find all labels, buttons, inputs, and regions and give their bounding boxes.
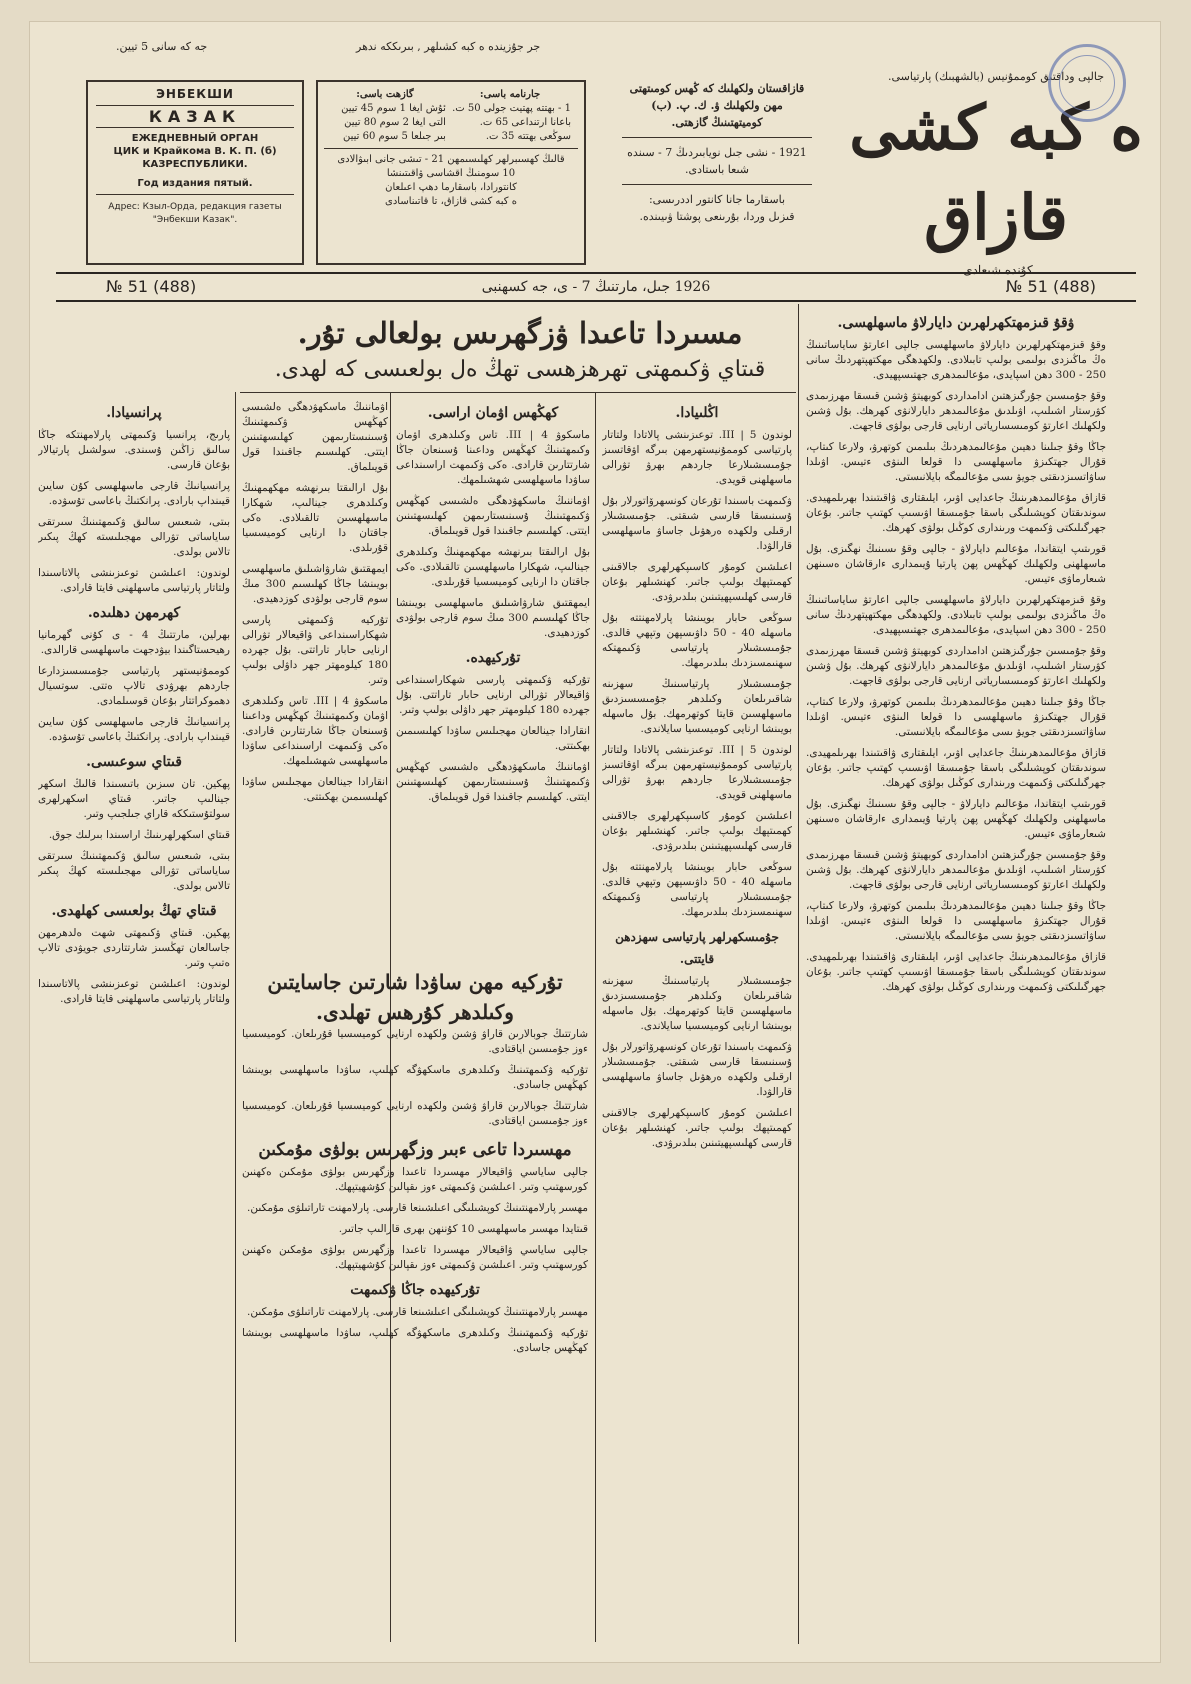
article-paragraph: اۋماننىڭ ماسكهۋدهگى ەلشىسى كهڭهس ۋكىمهتىنىڭ ۇسىنىستارىمهن كهلىسهتىنىن ايتتى. كهلىسىم جاقىندا قول قويىلماق. [396,761,590,803]
article-paragraph: تۇركيه ۋكىمهتى پارسى شهكاراسىنداعى ۋاقيعالار تۋرالى ارنايى حابار تاراتتى. بۇل جهرده 180 كيلومهتر جهر داۋلى بولىپ وتىر. [396,674,590,716]
article-paragraph: مهسىر پارلامهنتىنىڭ كوپشىلىگى اعىلشىنعا قارسى. پارلامهنت تاراتىلۋى مۇمكىن. [247,1306,588,1318]
article-paragraph: لوندون: اعىلشىن توعىزىنشى پالاتاسىندا ولتاتار پارتياسى ماسهلهنى قايتا قارادى. [38,978,230,1005]
footer-line: 10 سومنىڭ اقشاسى ۋاقىتىنشا [386,168,516,179]
price-line: باعانا ارتنداعی 65 ت. [479,117,571,128]
issue-number-left: № 51 (488) [106,277,197,296]
address-line: Адрес: Кзыл-Орда, редакция газеты "Энбекши Казак". [108,202,282,225]
article-paragraph: كوممۇنيستهر پارتياسى جۇمىسسىزدارعا جاردهم بهرۋدى تالاپ ەتتى. سوتسيال دهموكراتتار بۇعان قوسىلمادى. [38,665,230,707]
main-headline: مسىردا تاعىدا ۋزگهرىس بولعالى تۇر. [297,316,743,350]
column-education [806,310,1106,1640]
article-paragraph: اۋماننىڭ ماسكهۋدهگى ەلشىسى كهڭهس ۋكىمهتىنىڭ ۇسىنىستارىمهن كهلىسهتىنىن ايتتى. كهلىسىم جاقىندا قول قويىلماق. [396,495,590,537]
newspaper-title: ه كبه كشى قازاق [849,91,1143,254]
address-line: قىزىل وردا، بۇرىنعى پوشتا ۋىيىنده. [639,210,795,223]
subscription-box [316,80,586,265]
article-paragraph: بۇل ارالىقتا بىرنهشه مهكهمهنىڭ وكىلدهرى جينالىپ، شهكارا ماسهلهسىن تالقىلادى. ەكى جاقتان دا ارنايى كوميسسيا قۇرىلدى. [242,482,388,554]
article-paragraph: قىتايدا مهسىر ماسهلهسى 10 كۇننهن بهرى قارالىپ جاتىر. [338,1223,588,1235]
headline-rule [240,392,796,393]
article-paragraph: انقارادا جينالعان مهجىلىس ساۋدا كهلىسىمىن بهكىتتى. [242,776,388,803]
article-paragraph: تۇركيه ۋكىمهتىنىڭ وكىلدهرى ماسكهۋگه كهلىپ، ساۋدا ماسهلهسى بويىنشا كهڭهس جاسادى. [242,1327,588,1354]
article-paragraph: جاڭا وقۇ جىلىنا دهيىن مۇعالىمدهردىڭ بىلىمىن كوتهرۋ، ولارعا كىتاپ، قۇرال جهتكىزۋ ماسهلهسى دا قولعا الىنۋى ءتيىس. اۋىلدا ساۋاتسىزدىقتى جويۋ ىسى مۇعالىمگه بايلانىستى. [806,900,1106,942]
article-paragraph: پارىج، پرانسيا ۋكىمهتى پارلامهنتكه جاڭا سالىق زاڭىن ۇسىندى. سولشىل پارتيالار بۇعان قارسى. [38,429,230,471]
column-turkey-egypt [242,967,588,1640]
library-stamp-icon [1048,44,1126,122]
subscription-prices [324,88,446,144]
article-paragraph: مهسىر پارلامهنتىنىڭ كوپشىلىگى اعىلشىنعا قارسى. پارلامهنت تاراتىلۋى مۇمكىن. [247,1202,588,1214]
column-rule [595,392,596,1642]
article-title: تۇركيه مهن ساۋدا شارتىن جاسايتىن وكىلدهر كۇرهس تهلدى. [267,970,563,1024]
article-paragraph: اعىلشىن كومۇر كاسىپكهرلهرى جالاقىنى كهمىتپهك بولىپ جاتىر. كهنشىلهر بۇعان قارسى كهلىسپهيتىنىن بىلدىرۋدى. [602,561,792,603]
sub-headline: قىتاي ۋكىمهتی تهرهزهسی تهڭ ەل بولعىسى كه لهدى. [274,357,766,382]
publisher-line: قازاقستان ولكهلىك كه ڭهس كومىتهتى [629,82,805,95]
publisher-line: مهن ولكهلىك ۋ. ك. پ. (ب) [651,99,783,112]
price-line: ئۇش ايغا 1 سوم 45 تیین [341,103,446,114]
masthead [56,40,1143,277]
article-paragraph: وقۇ جۇمىسىن جۇرگىزهتىن ادامداردى كوبهيتۋ ۋشىن قىسقا مهرزىمدى كۋرستار اشىلىپ، اۋىلدىق مۇعالىمدهر دايارلانۋى كهرهك. بۇل ۋشىن ولكهلىك اعارتۋ كومىسسارياتى ارنايى قارجى بولۋى قاجهت. [806,849,1106,891]
issue-number-row [56,272,1136,302]
section-title: كهرمهن دهلىده. [87,605,181,621]
price-line: سوڭعی بهتته 35 ت. [485,131,571,142]
article-paragraph: سوڭعى حابار بويىنشا پارلامهنتته بۇل ماسهله 40 - 50 داۋىسپهن وتپهي قالدى. جۇمىسشىلار پارتياسى ۋكىمهتكه سهنىمسىزدىك بىلدىرمهك. [602,861,792,918]
article-paragraph: وقۇ جۇمىسىن جۇرگىزهتىن ادامداردى كوبهيتۋ ۋشىن قىسقا مهرزىمدى كۋرستار اشىلىپ، اۋىلدىق مۇعالىمدهر دايارلانۋى كهرهك. بۇل ۋشىن ولكهلىك اعارتۋ كومىسسارياتى ارنايى قارجى بولۋى قاجهت. [806,645,1106,687]
article-paragraph: بىتى، شىعىس سالىق ۋكىمهتىنىڭ سىرتقى ساياساتى تۋرالى مهجىلىسته كهڭ پىكىر تالاس بولدى. [38,850,230,892]
party-line: جالپی وداقتىق كوممۇنيس (بالشهبىك) پارتياسى. [887,70,1105,83]
publisher-line: كوميتهتىنىڭ گازهتى. [671,116,763,129]
article-paragraph: ايمهقتىق شارۋاشىلىق ماسهلهسى بويىنشا جاڭا كهلىسىم 300 مىڭ سوم قارجى بولۋدى كوزدهيدى. [396,597,590,639]
issue-number-right: № 51 (488) [1005,277,1096,296]
article-paragraph: اعىلشىن كومۇر كاسىپكهرلهرى جالاقىنى كهمىتپهك بولىپ جاتىر. كهنشىلهر بۇعان قارسى كهلىسپهيتىنىن بىلدىرۋدى. [602,1107,792,1149]
article-title: پرانسيادا. [106,405,162,421]
section-title: قىتاي تهڭ بولعىسى كهلهدى. [51,903,217,919]
subscription-title: گازهت باسی: [356,89,414,100]
ad-prices [449,88,571,144]
article-paragraph: تۇركيه ۋكىمهتى پارسى شهكاراسىنداعى ۋاقيعالار تۋرالى ارنايى حابار تاراتتى. بۇل جهرده 180 كيلومهتر جهر داۋلى بولىپ وتىر. [242,614,388,686]
article-paragraph: وقۇ قىزمهتكهرلهرىن دايارلاۋ ماسهلهسى جالپى اعارتۋ ساياساتىنىڭ ەڭ ماڭىزدى بولىمى بولىپ تابىلادى. ولكهدهگى مهكتهپتهردىڭ سانى 250 - 300 دهن اسپايدى، مۇعالىمدهرى جهتىسپهيدى. [806,339,1106,381]
founded-line: 1921 - نشی جىل نويابىردىڭ 7 - سىنده [627,146,807,159]
price-line: التی ايغا 2 سوم 80 تیین [344,117,446,128]
column-foreign-news [38,400,230,1640]
article-title: تۇركيهده جاڭا ۋكىمهت [350,1282,480,1298]
article-paragraph: وقۇ جۇمىسىن جۇرگىزهتىن ادامداردى كوبهيتۋ ۋشىن قىسقا مهرزىمدى كۋرستار اشىلىپ، اۋىلدىق مۇعالىمدهر دايارلانۋى كهرهك. بۇل ۋشىن ولكهلىك اعارتۋ كومىسسارياتى ارنايى قارجى بولۋى قاجهت. [806,390,1106,432]
article-paragraph: پهكين. تان سىزىن باتىسىندا قالىڭ اسكهر جينالىپ جاتىر. قىتاي اسكهرلهرى سولتۇستىككه قاراي جىلجىپ وتىر. [38,778,230,820]
article-paragraph: قازاق مۇعالىمدهرىنىڭ جاعدايى اۋىر، ايلىقتارى ۋاقىتىندا بهرىلمهيدى. سوندىقتان كوپشىلىگى باسقا جۇمىسقا اۋىسىپ كهتىپ جاتىر. بۇعان جهرگىلىكتى ۋكىمهت ورىندارى كوڭىل بولۋى كهرهك. [806,951,1106,993]
divider [96,105,294,106]
article-paragraph: بهرلين، مارتتىڭ 4 - ى كۇنى گهرمانيا رهيحستاگىندا بيۋدجهت ماسهلهسى قارالدى. [38,629,230,656]
footer-line: كانتورادا، باسقارما دهپ اعىلعان [385,182,517,193]
article-paragraph: جاڭا وقۇ جىلىنا دهيىن مۇعالىمدهردىڭ بىلىمىن كوتهرۋ، ولارعا كىتاپ، قۇرال جهتكىزۋ ماسهلهسى دا قولعا الىنۋى ءتيىس. اۋىلدا ساۋاتسىزدىقتى جويۋ ىسى مۇعالىمگه بايلانىستى. [806,441,1106,483]
article-paragraph: ۋكىمهت باسىندا تۇرعان كونسهرۆاتورلار بۇل ۇسىنىسقا قارسى شىقتى. جۇمىسشىلار ارقىلى ولكهده ەرهۋىل جاساۋ ماسهلهسى قارالۋدا. [602,495,792,552]
organ-line: ЕЖЕДНЕВНЫЙ ОРГАН [131,133,259,144]
footer-line: قالىڭ كهسىبرلهر كهلىسىمهن 21 - تىشى جانى ابىۋالادى [337,154,565,165]
article-title: كهڭهس اۋمان اراسى. [427,405,559,421]
article-paragraph: اۋماننىڭ ماسكهۋدهگى ەلشىسى كهڭهس ۋكىمهتىنىڭ ۇسىنىستارىمهن كهلىسهتىنىن ايتتى. كهلىسىم جاقىندا قول قويىلماق. [242,401,388,473]
article-paragraph: جالپى ساياسي ۋاقيعالار مهسىردا تاعىدا وزگهرىس بولۋى مۇمكىن ەكهنىن كورسهتىپ وتىر. اعىلشىن ۋكىمهتى ءوز ىقپالىن كۇشهيتپهك. [242,1244,588,1271]
article-paragraph: لوندون 5 | III. توعىزىنشى پالاتادا ولتاتار پارتياسى كوممۇنيستهرمهن بىرگه اۋقاتسىز جۇمىسشىلارعا جاردهم بهرۋ تۋرالى ماسهلهنى قويدى. [602,429,792,486]
section-title: تۇركيهده. [465,650,521,666]
column-soviet-iran-cont [242,400,388,960]
article-paragraph: شارتتىڭ جوبالارىن قاراۋ ۋشىن ولكهده ارنايى كوميسسيا قۇرىلعان. كوميسسيا ءوز جۇمىسىن اياقتادى. [242,1100,588,1127]
article-paragraph: قىتاي اسكهرلهرىنىڭ اراسىندا بىرلىك جوق. [48,829,230,841]
organ-line: КАЗРЕСПУБЛИКИ. [142,159,248,170]
address-line: باسقارما جانا كانتور اددرىسى: [648,193,786,206]
section-title: قىتاي سوعىسى. [86,754,182,770]
article-paragraph: ۋكىمهت باسىندا تۇرعان كونسهرۆاتورلار بۇل ۇسىنىسقا قارسى شىقتى. جۇمىسشىلار ارقىلى ولكهده ەرهۋىل جاساۋ ماسهلهسى قارالۋدا. [602,1041,792,1098]
price-strip: جه كه سانی 5 تیین. [116,40,208,53]
article-paragraph: وقۇ قىزمهتكهرلهرىن دايارلاۋ ماسهلهسى جالپى اعارتۋ ساياساتىنىڭ ەڭ ماڭىزدى بولىمى بولىپ تابىلادى. ولكهدهگى مهكتهپتهردىڭ سانى 250 - 300 دهن اسپايدى، مۇعالىمدهرى جهتىسپهيدى. [806,594,1106,636]
article-title: ۋقۇ قىزمهتكهرلهرىن دايارلاۋ ماسهلهسى. [837,315,1075,331]
article-paragraph: جۇمىسشىلار پارتياسىنىڭ سهزىنه شاقىرىلعان وكىلدهر جۇمىسسىزدىق ماسهلهسىن قايتا كوتهرمهك. بۇل ماسهله بويىنشا ارنايى كوميسسيا سايلاندى. [602,678,792,735]
article-paragraph: لوندون: اعىلشىن توعىزىنشى پالاتاسىندا ولتاتار پارتياسى ماسهلهنى قايتا قارادى. [38,567,230,594]
article-paragraph: قورىتىپ ايتقاندا، مۇعالىم دايارلاۋ - جالپى وقۇ ىسىنىڭ نهگىزى. بۇل ماسهلهنى ولكهلىك كهڭهس پهن پارتيا ۇيىمدارى ءارقاشان ەسىنهن شىعارماۋى ءتيىس. [806,543,1106,585]
article-paragraph: تۇركيه ۋكىمهتىنىڭ وكىلدهرى ماسكهۋگه كهلىپ، ساۋدا ماسهلهسى بويىنشا كهڭهس جاسادى. [242,1064,588,1091]
article-paragraph: ماسكوۋ 4 | III. تاس وكىلدهرى اۋمان وكىمهتىنىڭ كهڭهس وداعىنا ۇسىنعان جاڭا شارتتارىن قارادى. ەكى ۋكىمهت اراسىنداعى ساۋدا ماسهلهسى شهشىلمهك. [396,429,590,486]
ad-title: جارنامه باسی: [479,89,541,100]
column-rule [235,392,236,1642]
article-paragraph: قورىتىپ ايتقاندا، مۇعالىم دايارلاۋ - جالپى وقۇ ىسىنىڭ نهگىزى. بۇل ماسهلهنى ولكهلىك كهڭهس پهن پارتيا ۇيىمدارى ءارقاشان ەسىنهن شىعارماۋى ءتيىس. [806,798,1106,840]
article-paragraph: قازاق مۇعالىمدهرىنىڭ جاعدايى اۋىر، ايلىقتارى ۋاقىتىندا بهرىلمهيدى. سوندىقتان كوپشىلىگى باسقا جۇمىسقا اۋىسىپ كهتىپ جاتىر. بۇعان جهرگىلىكتى ۋكىمهت ورىندارى كوڭىل بولۋى كهرهك. [806,747,1106,789]
article-paragraph: ماسكوۋ 4 | III. تاس وكىلدهرى اۋمان وكىمهتىنىڭ كهڭهس وداعىنا ۇسىنعان جاڭا شارتتارىن قارادى. ەكى ۋكىمهت اراسىنداعى ساۋدا ماسهلهسى شهشىلمهك. [242,695,388,767]
latin-title: КАЗАК [148,107,242,126]
article-paragraph: بىتى، شىعىس سالىق ۋكىمهتىنىڭ سىرتقى ساياساتى تۋرالى مهجىلىسته كهڭ پىكىر تالاس بولدى. [38,516,230,558]
divider [96,194,294,195]
divider [622,137,812,138]
article-paragraph: اعىلشىن كومۇر كاسىپكهرلهرى جالاقىنى كهمىتپهك بولىپ جاتىر. كهنشىلهر بۇعان قارسى كهلىسپهيتىنىن بىلدىرۋدى. [602,810,792,852]
newspaper-page [30,22,1160,1662]
article-title: مهسىردا تاعى ءبىر وزگهرىس بولۋى مۇمكىن [258,1140,572,1160]
article-paragraph: پرانسيانىڭ قارجى ماسهلهسى كۇن سايىن قيىنداپ بارادى. پرانكتىڭ باعاسى تۇسۋده. [38,480,230,507]
article-paragraph: قازاق مۇعالىمدهرىنىڭ جاعدايى اۋىر، ايلىقتارى ۋاقىتىندا بهرىلمهيدى. سوندىقتان كوپشىلىگى باسقا جۇمىسقا اۋىسىپ كهتىپ جاتىر. بۇعان جهرگىلىكتى ۋكىمهت ورىندارى كوڭىل بولۋى كهرهك. [806,492,1106,534]
article-paragraph: بۇل ارالىقتا بىرنهشه مهكهمهنىڭ وكىلدهرى جينالىپ، شهكارا ماسهلهسىن تالقىلادى. ەكى جاقتان دا ارنايى كوميسسيا قۇرىلدى. [396,546,590,588]
article-paragraph: جۇمىسشىلار پارتياسىنىڭ سهزىنه شاقىرىلعان وكىلدهر جۇمىسسىزدىق ماسهلهسىن قايتا كوتهرمهك. بۇل ماسهله بويىنشا ارنايى كوميسسيا سايلاندى. [602,975,792,1032]
column-england [602,400,792,1640]
article-paragraph: جالپى ساياسي ۋاقيعالار مهسىردا تاعىدا وزگهرىس بولۋى مۇمكىن ەكهنىن كورسهتىپ وتىر. اعىلشىن ۋكىمهتى ءوز ىقپالىن كۇشهيتپهك. [242,1166,588,1193]
article-paragraph: ايمهقتىق شارۋاشىلىق ماسهلهسى بويىنشا جاڭا كهلىسىم 300 مىڭ سوم قارجى بولۋدى كوزدهيدى. [242,563,388,605]
founded-line: شىعا باستادى. [685,163,749,176]
article-paragraph: پهكين. قىتاي ۋكىمهتى شهت ەلدهرمهن جاسالعان تهڭسىز شارتتاردى جويۋدى تالاپ ەتىپ وتىر. [38,927,230,969]
article-paragraph: انقارادا جينالعان مهجىلىس ساۋدا كهلىسىمىن بهكىتتى. [396,725,590,752]
latin-title-small: ЭНБЕКШИ [156,87,234,101]
column-soviet-iran [396,400,590,960]
headline-block [240,312,800,386]
organ-line: ЦИК и Крайкома В. К. П. (б) [113,146,277,157]
column-rule [798,304,799,1644]
russian-info-box [86,80,304,265]
frequency-line: كۇنده شىعادى. [959,263,1033,277]
publisher-box [602,80,832,265]
article-paragraph: لوندون 5 | III. توعىزىنشى پالاتادا ولتاتار پارتياسى كوممۇنيستهرمهن بىرگه اۋقاتسىز جۇمىسشىلارعا جاردهم بهرۋ تۋرالى ماسهلهنى قويدى. [602,744,792,801]
article-paragraph: پرانسيانىڭ قارجى ماسهلهسى كۇن سايىن قيىنداپ بارادى. پرانكتىڭ باعاسى تۇسۋده. [38,716,230,743]
article-paragraph: سوڭعى حابار بويىنشا پارلامهنتته بۇل ماسهله 40 - 50 داۋىسپهن وتپهي قالدى. جۇمىسشىلار پارتياسى ۋكىمهتكه سهنىمسىزدىك بىلدىرمهك. [602,612,792,669]
year-line: Год издания пятый. [137,178,253,189]
article-subheading: جۇمىسكهرلهر پارتياسى سهزدهن قايتتى. [615,930,779,966]
issue-date: 1926 جىل، مارتنىڭ 7 - ی، جه كسهنبی [481,279,711,295]
article-title: اڭلىيادا. [675,405,719,421]
divider [622,184,812,185]
article-paragraph: شارتتىڭ جوبالارىن قاراۋ ۋشىن ولكهده ارنايى كوميسسيا قۇرىلعان. كوميسسيا ءوز جۇمىسىن اياقتادى. [242,1028,588,1055]
price-line: 1 - بهتته پهتيت جولی 50 ت. [452,103,571,114]
price-line: بىر جىلعا 5 سوم 60 تیین [343,131,446,142]
article-paragraph: جاڭا وقۇ جىلىنا دهيىن مۇعالىمدهردىڭ بىلىمىن كوتهرۋ، ولارعا كىتاپ، قۇرال جهتكىزۋ ماسهلهسى دا قولعا الىنۋى ءتيىس. اۋىلدا ساۋاتسىزدىقتى جويۋ ىسى مۇعالىمگه بايلانىستى. [806,696,1106,738]
footer-line: ه كبه كشى قازاق، تا قاتىناسادى [385,196,517,207]
slogan-strip: جر جۇزینده ه كبه كشىلهر , بىرىككه ندهر [356,40,541,53]
divider [96,127,294,128]
price-footer [324,148,578,209]
